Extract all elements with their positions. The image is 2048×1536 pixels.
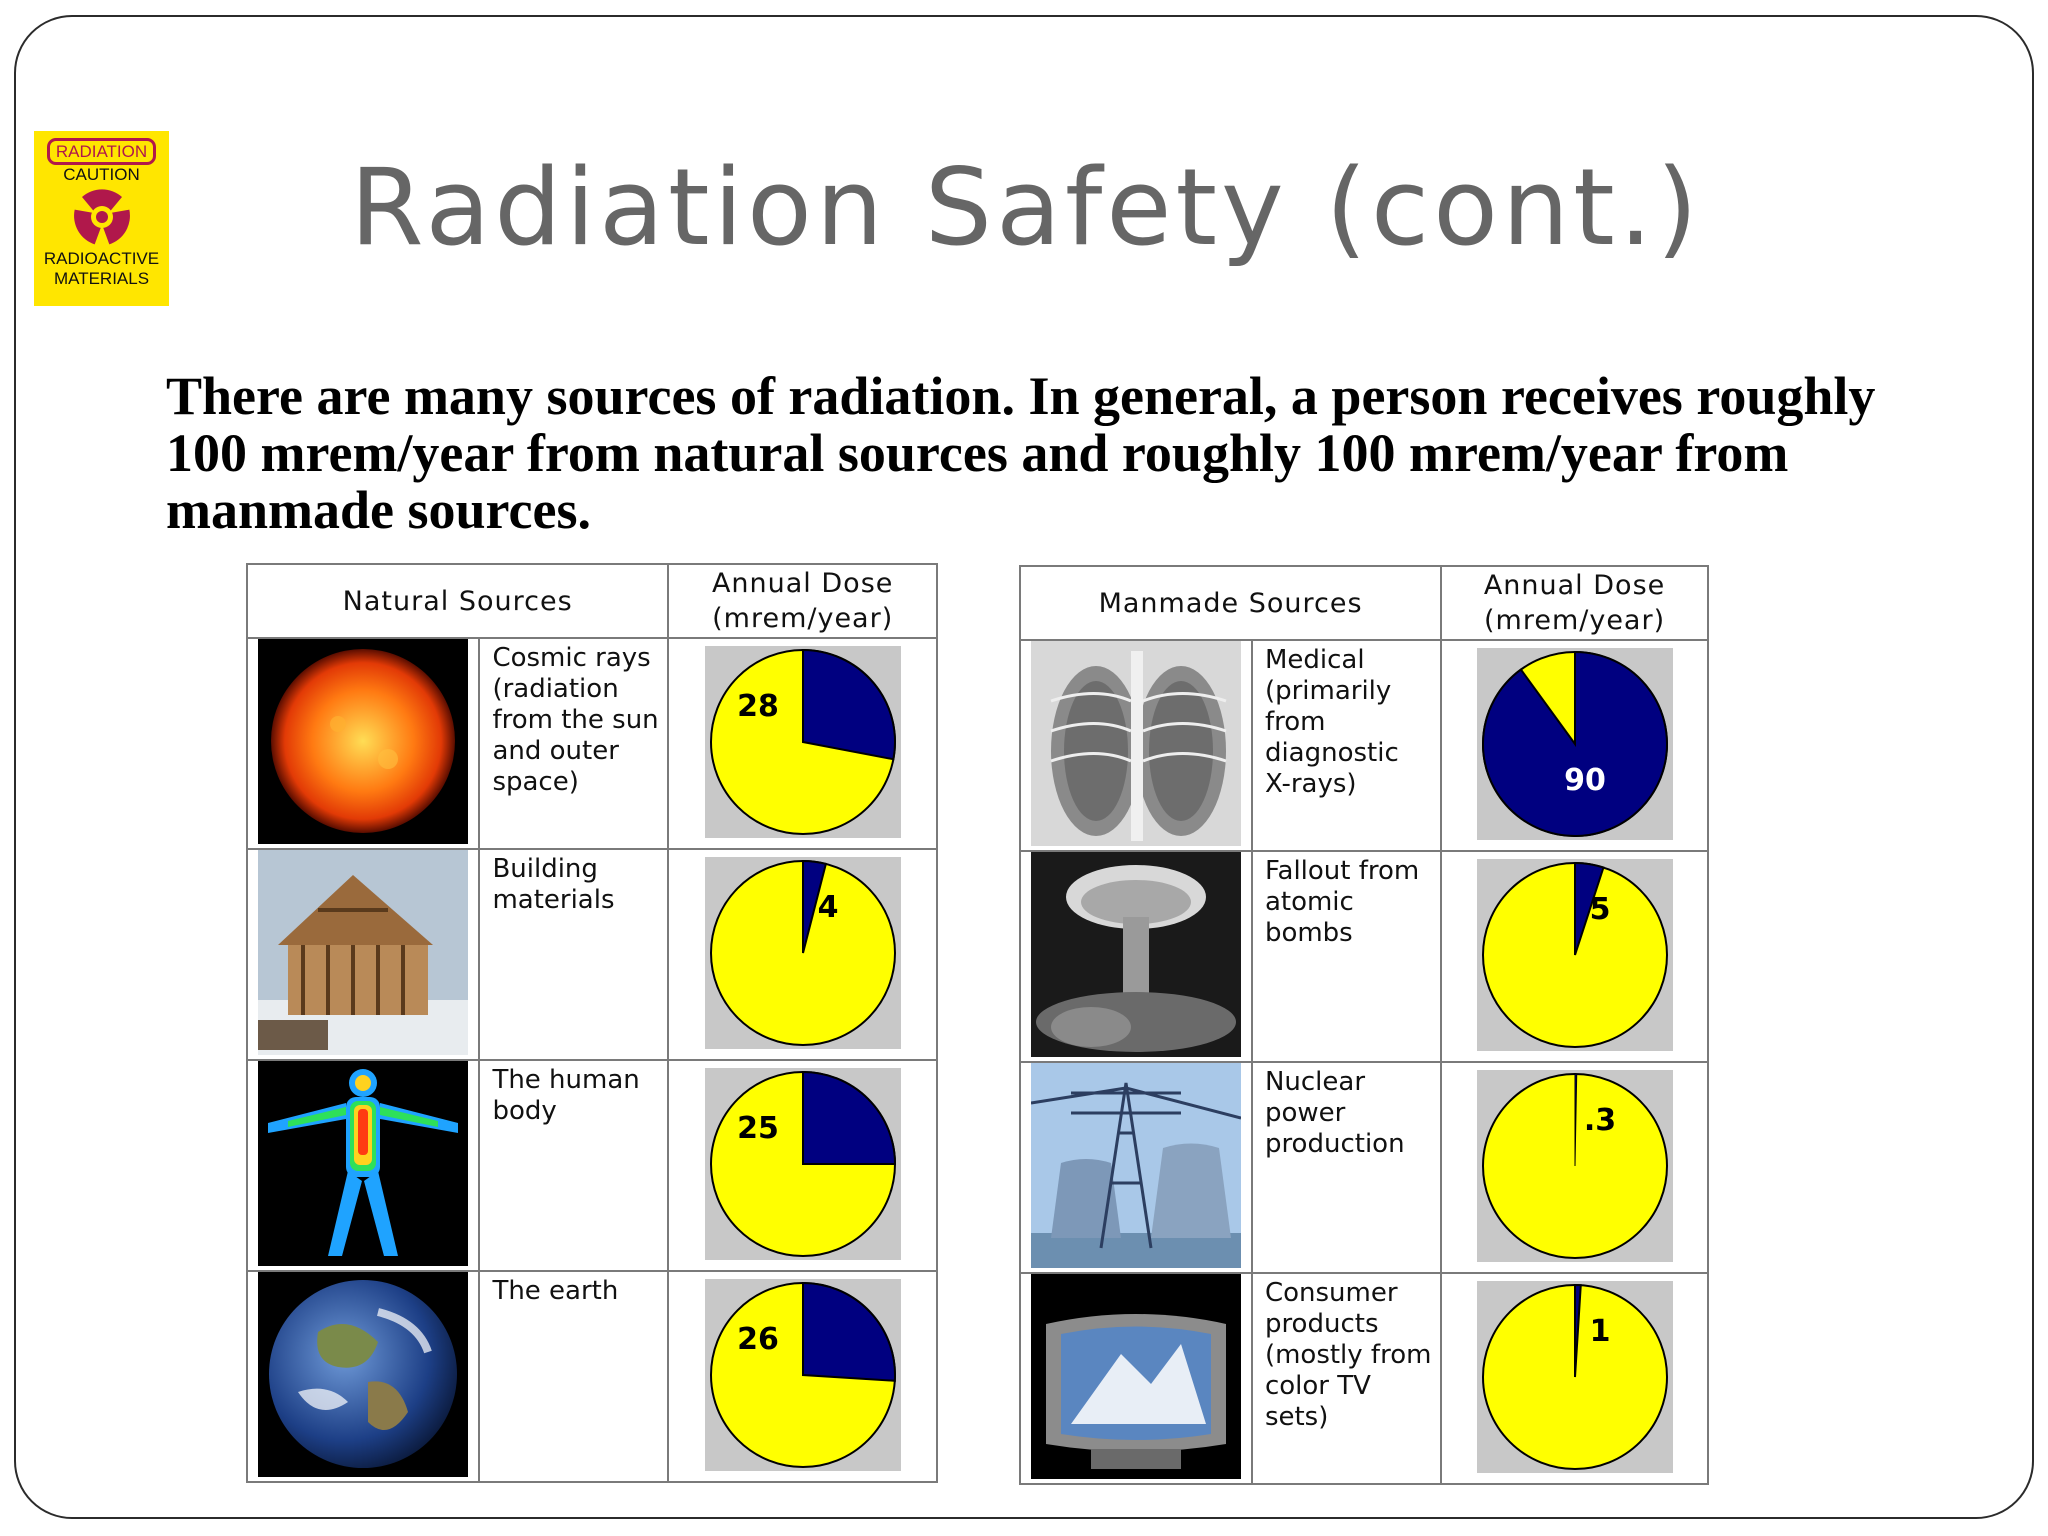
pie-frame [705, 857, 901, 1049]
table-header-row [1020, 566, 1708, 640]
pie-value-label: 90 [1563, 762, 1606, 798]
photo-cell [247, 1060, 479, 1271]
page-title: Radiation Safety (cont.) [350, 146, 1702, 269]
pie-value-label: 25 [736, 1110, 779, 1146]
photo-cell [247, 1271, 479, 1482]
table-row [1020, 851, 1708, 1062]
pie-frame [705, 1068, 901, 1260]
pie-frame [1477, 859, 1673, 1051]
annual-dose-header: Annual Dose (mrem/year) [668, 564, 937, 638]
pie-slice [803, 1283, 895, 1381]
natural-row-label: Building materials [479, 849, 668, 1060]
pie-slice [1483, 652, 1667, 836]
radiation-caution-sign [34, 131, 169, 306]
manmade-row-label: Consumer products (mostly from color TV sets) [1252, 1273, 1441, 1484]
sun-image [258, 639, 468, 844]
manmade-sources-header: Manmade Sources [1020, 566, 1441, 640]
table-header-row [247, 564, 937, 638]
photo-cell [1020, 1273, 1252, 1484]
natural-row-label: The earth [479, 1271, 668, 1482]
photo-cell [247, 638, 479, 849]
tv-set-image [1031, 1274, 1241, 1479]
pie-cell [1441, 1273, 1708, 1484]
sign-materials-label: MATERIALS [53, 269, 150, 288]
pie-value-label: 5 [1589, 891, 1610, 927]
pie-cell [1441, 1062, 1708, 1273]
sign-radioactive-label: RADIOACTIVE [43, 249, 160, 268]
pie-cell [668, 849, 937, 1060]
manmade-row-label: Fallout from atomic bombs [1252, 851, 1441, 1062]
table-row [247, 849, 937, 1060]
pie-value-label: .3 [1583, 1102, 1616, 1138]
sign-radiation-label: RADIATION [47, 138, 156, 165]
sign-caution-label: CAUTION [63, 165, 140, 184]
photo-cell [247, 849, 479, 1060]
chest-xray-image [1031, 641, 1241, 846]
pie-frame [1477, 1281, 1673, 1473]
table-row [247, 1060, 937, 1271]
pie-cell [668, 1271, 937, 1482]
natural-row-label: The human body [479, 1060, 668, 1271]
pie-cell [1441, 851, 1708, 1062]
natural-sources-header: Natural Sources [247, 564, 668, 638]
natural-pie-body [705, 1068, 901, 1260]
manmade-pie-medical [1477, 648, 1673, 840]
pie-value-label: 28 [736, 688, 779, 724]
thermal-body-image [258, 1061, 468, 1266]
natural-sources-table [246, 563, 938, 1483]
mushroom-cloud-image [1031, 852, 1241, 1057]
pie-slice [803, 1072, 895, 1164]
pie-cell [1441, 640, 1708, 851]
pie-frame [1477, 648, 1673, 840]
pie-value-label: 4 [817, 889, 839, 925]
pie-cell [668, 638, 937, 849]
manmade-row-label: Medical (primarily from diagnostic X-rays) [1252, 640, 1441, 851]
annual-dose-header: Annual Dose (mrem/year) [1441, 566, 1708, 640]
natural-row-label: Cosmic rays (radiation from the sun and outer space) [479, 638, 668, 849]
manmade-pie-consumer [1477, 1281, 1673, 1473]
table-row [1020, 1273, 1708, 1484]
pie-frame [705, 646, 901, 838]
pie-slice [803, 650, 895, 759]
manmade-sources-table [1019, 565, 1709, 1485]
natural-pie-building [705, 857, 901, 1049]
radiation-trefoil-icon [72, 187, 132, 247]
table-row [247, 638, 937, 849]
pie-cell [668, 1060, 937, 1271]
manmade-pie-nuclear [1477, 1070, 1673, 1262]
table-row [1020, 640, 1708, 851]
natural-pie-cosmic [705, 646, 901, 838]
table-row [247, 1271, 937, 1482]
photo-cell [1020, 1062, 1252, 1273]
natural-pie-earth [705, 1279, 901, 1471]
power-plant-image [1031, 1063, 1241, 1268]
manmade-pie-fallout [1477, 859, 1673, 1051]
pie-value-label: 26 [736, 1321, 779, 1357]
manmade-row-label: Nuclear power production [1252, 1062, 1441, 1273]
table-row [1020, 1062, 1708, 1273]
earth-image [258, 1272, 468, 1477]
photo-cell [1020, 851, 1252, 1062]
pie-frame [1477, 1070, 1673, 1262]
house-frame-image [258, 850, 468, 1055]
intro-paragraph: There are many sources of radiation. In general, a person receives roughly 100 mrem/year from natural sources and roughly 100 mrem/year from manmade sources. [166, 366, 1876, 540]
pie-frame [705, 1279, 901, 1471]
pie-value-label: 1 [1589, 1313, 1610, 1349]
photo-cell [1020, 640, 1252, 851]
